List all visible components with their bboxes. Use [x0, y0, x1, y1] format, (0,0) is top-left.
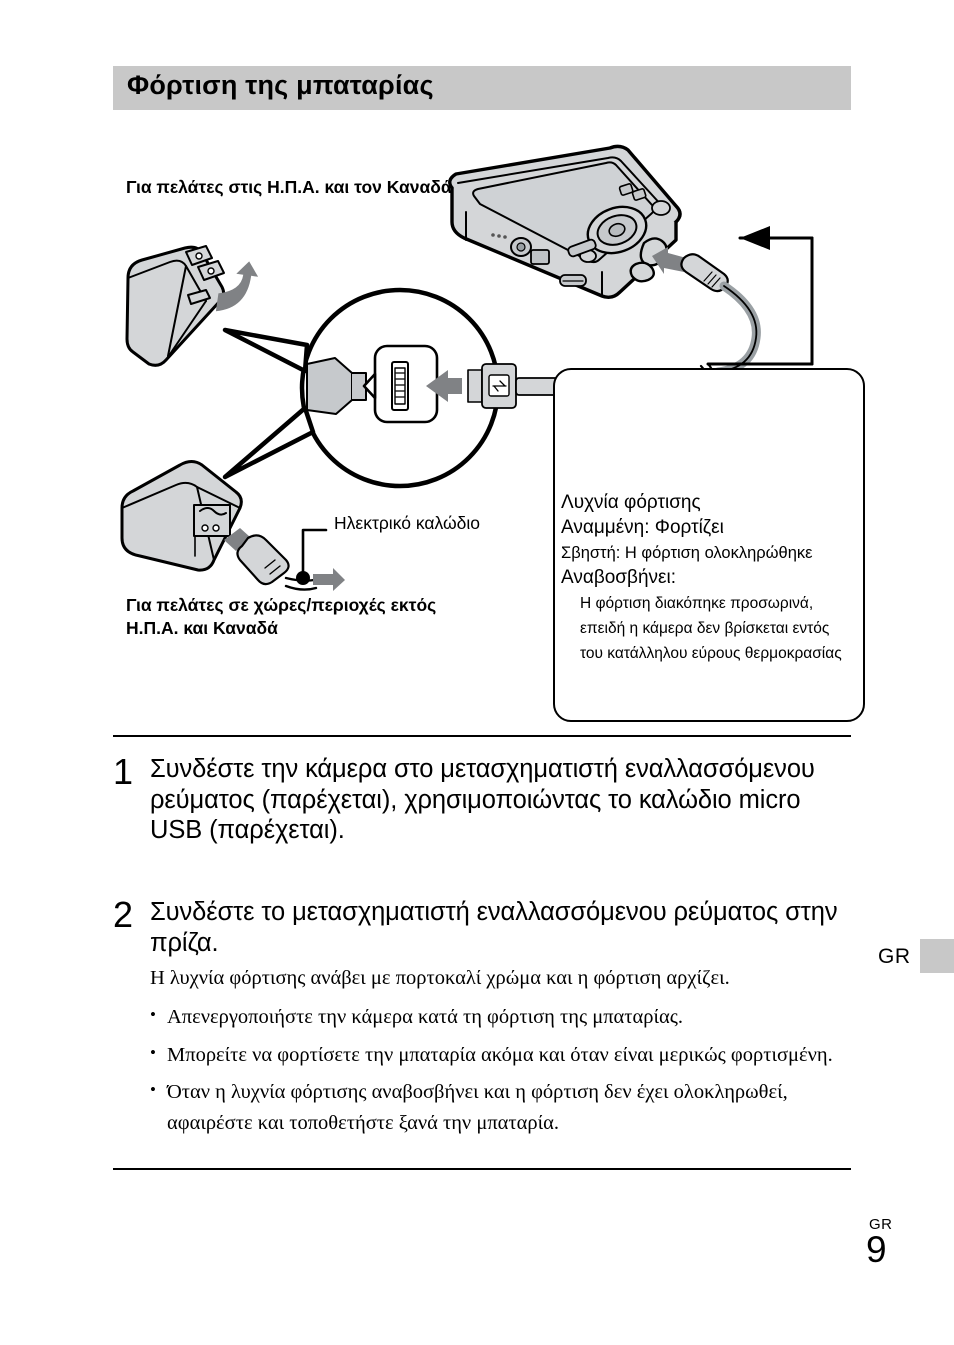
- charge-lamp-off-state: Σβηστή: Η φόρτιση ολοκληρώθηκε: [561, 543, 813, 562]
- ac-adaptor-us: [127, 246, 260, 365]
- steps-bottom-rule: [113, 1168, 851, 1170]
- charge-lamp-on-state: Αναμμένη: Φορτίζει: [561, 517, 724, 539]
- label-for-usa-canada: Για πελάτες στις Η.Π.Α. και τον Καναδά: [126, 177, 452, 197]
- step-1-text: Συνδέστε την κάμερα στο μετασχηματιστή εναλλασσόμενου ρεύματος (παρέχεται), χρησιμοποιώντας το καλώδιο micro USB (παρέχεται).: [150, 755, 815, 845]
- list-item: • Απενεργοποιήστε την κάμερα κατά τη φόρτιση της μπαταρίας.: [150, 1002, 867, 1033]
- step-2-notes-list: [150, 1002, 853, 1139]
- list-item: • Όταν η λυχνία φόρτισης αναβοσβήνει και η φόρτιση δεν έχει ολοκληρωθεί, αφαιρέστε και τοποθετήστε ξανά την μπαταρία.: [150, 1077, 867, 1139]
- ac-adaptor-non-us: [122, 462, 345, 592]
- step-1: [113, 751, 853, 846]
- magnifier-callout: [225, 290, 581, 486]
- step-1-number: 1: [113, 751, 134, 792]
- page-title: Φόρτιση της μπαταρίας: [127, 70, 434, 100]
- step-2-text: Συνδέστε το μετασχηματιστή εναλλασσόμενου ρεύματος στην πρίζα.: [150, 898, 838, 957]
- list-item: • Μπορείτε να φορτίσετε την μπαταρία ακόμα και όταν είναι μερικώς φορτισμένη.: [150, 1040, 867, 1071]
- language-tab-block: [920, 939, 954, 973]
- label-for-outside-usa-canada: Για πελάτες σε χώρες/περιοχές εκτός Η.Π.Α. και Καναδά: [126, 595, 437, 639]
- language-tab-label: GR: [878, 945, 911, 968]
- charge-lamp-legend: [561, 490, 861, 666]
- steps-top-rule: [113, 735, 851, 737]
- footer-language-code: GR: [869, 1216, 893, 1233]
- step-2-subtext: Η λυχνία φόρτισης ανάβει με πορτοκαλί χρώμα και η φόρτιση αρχίζει.: [150, 967, 730, 990]
- charge-lamp-blink-detail: Η φόρτιση διακόπηκε προσωρινά, επειδή η κάμερα δεν βρίσκεται εντός του κατάλληλου εύρους θερμοκρασίας: [580, 594, 842, 662]
- charge-lamp-blink-state: Αναβοσβήνει:: [561, 567, 677, 589]
- step-2-number: 2: [113, 894, 134, 935]
- step-2: [113, 894, 853, 1159]
- charge-lamp-title: Λυχνία φόρτισης: [561, 492, 701, 513]
- page-number: 9: [866, 1229, 887, 1270]
- label-power-cord: Ηλεκτρικό καλώδιο: [334, 513, 480, 533]
- camera-top-view: [450, 146, 812, 382]
